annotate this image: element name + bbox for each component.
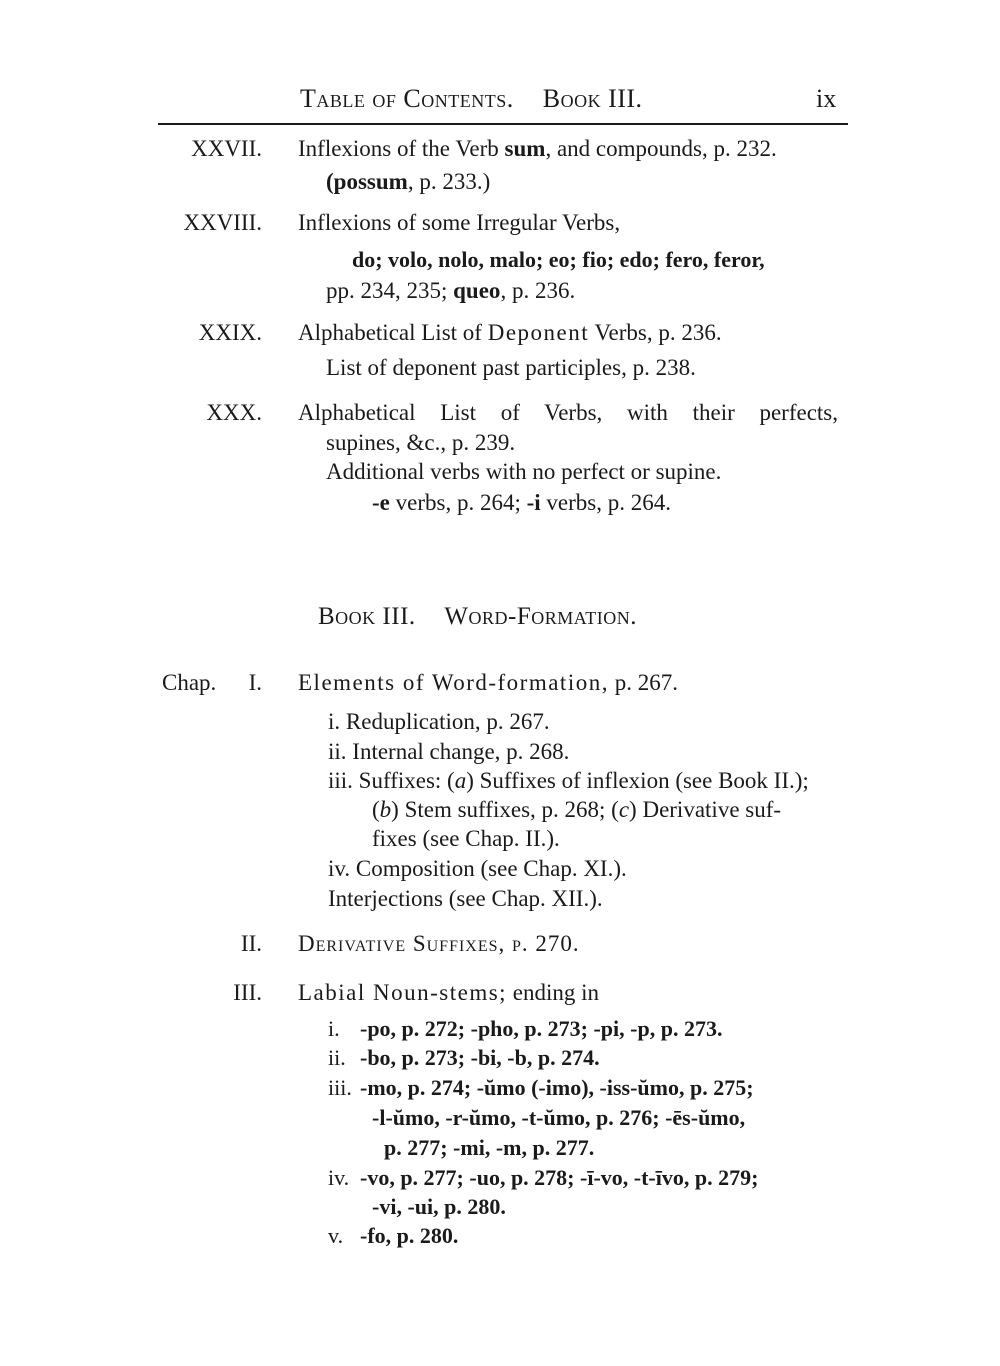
item-numeral: iv. [328, 1165, 350, 1190]
suffix: -i [526, 490, 541, 515]
running-title-text: Table of Contents. [300, 84, 514, 113]
item-text: ) Stem suffixes, p. 268; ( [391, 797, 619, 822]
item-numeral: v. [328, 1223, 344, 1248]
entry-latin: (possum [326, 169, 408, 194]
suffix: -e [372, 490, 390, 515]
entry-text: , p. 236. [500, 278, 576, 303]
chapter-item: -mo, p. 274; -ŭmo (-imo), -iss-ŭmo, p. 275; [360, 1075, 754, 1100]
chapter-number: I. [248, 670, 262, 695]
entry-line [298, 136, 777, 162]
chapter-item: -vo, p. 277; -uo, p. 278; -ī-vo, -t-īvo, p. 279; [360, 1165, 759, 1190]
entry-latin: sum [504, 136, 546, 161]
entry-text: pp. 234, 235; [326, 278, 454, 303]
entry-line [326, 169, 490, 195]
entry-text: , p. 233.) [407, 169, 491, 194]
entry-line: supines, &c., p. 239. [326, 430, 516, 455]
entry-text: , and compounds, p. 232. [545, 136, 777, 161]
chapter-item: -po, p. 272; -pho, p. 273; -pi, -p, p. 273. [360, 1016, 723, 1041]
entry-text: Alphabetical List of [298, 320, 488, 345]
chapter-title [298, 980, 599, 1006]
chapter-item: -l-ŭmo, -r-ŭmo, -t-ŭmo, p. 276; -ēs-ŭmo, [372, 1105, 746, 1130]
running-title [300, 84, 643, 114]
entry-line: Additional verbs with no perfect or supine. [326, 459, 722, 484]
item-text: ( [372, 797, 380, 822]
entry-line [326, 278, 575, 304]
chapter-title-text: Labial Noun-stems; [298, 980, 508, 1005]
entry-text: Alphabetical List of Verbs, with their perfects, [298, 400, 838, 425]
section-title [318, 603, 637, 631]
entry-text: Inflexions of the Verb [298, 136, 505, 161]
chapter-title-text: Elements of Word-formation, [298, 670, 609, 695]
chapter-item: iv. Composition (see Chap. XI.). [328, 856, 627, 881]
entry-latin: queo [453, 278, 501, 303]
item-letter: c [618, 797, 630, 822]
chapter-number: III. [233, 980, 262, 1005]
entry-line: List of deponent past participles, p. 238. [326, 355, 696, 380]
entry-text: verbs, p. 264. [540, 490, 671, 515]
chapter-title-page: p. 267. [608, 670, 678, 695]
item-letter: b [379, 797, 392, 822]
chapter-item: Interjections (see Chap. XII.). [328, 886, 603, 911]
item-numeral: iii. [328, 1075, 352, 1100]
chapter-item: i. Reduplication, p. 267. [328, 709, 550, 734]
item-numeral: ii. [328, 1045, 346, 1070]
item-text: ) Derivative suf- [629, 797, 782, 822]
running-title-book: Book III. [542, 84, 643, 113]
entry-latin: do; volo, nolo, malo; eo; fio; edo; fero, feror, [352, 247, 765, 272]
entry-number: XXX. [206, 400, 262, 425]
item-letter: a [454, 768, 467, 793]
chapter-item: fixes (see Chap. II.). [372, 826, 560, 851]
chapter-item: -bo, p. 273; -bi, -b, p. 274. [360, 1045, 600, 1070]
chapter-title [298, 670, 678, 696]
item-text: ) Suffixes of inflexion (see Book II.); [466, 768, 809, 793]
chapter-title: Derivative Suffixes, p. 270. [298, 931, 580, 956]
header-rule [158, 123, 848, 125]
entry-text: Deponent [487, 320, 590, 345]
item-text: iii. Suffixes: ( [328, 768, 455, 793]
chapter-item: -fo, p. 280. [360, 1223, 459, 1248]
chapter-item: -vi, -ui, p. 280. [372, 1194, 506, 1219]
chapter-label: Chap. [162, 670, 217, 695]
entry-line [372, 490, 671, 516]
entry-number: XXVIII. [183, 210, 262, 235]
chapter-item: p. 277; -mi, -m, p. 277. [384, 1135, 595, 1160]
chapter-item [328, 768, 809, 794]
entry-number: XXIX. [198, 320, 262, 345]
chapter-item: ii. Internal change, p. 268. [328, 739, 570, 764]
section-title-book: Book III. [318, 603, 416, 630]
section-title-name: Word-Formation. [444, 603, 637, 630]
entry-line [298, 320, 722, 346]
page-number: ix [816, 84, 837, 113]
entry-text: verbs, p. 264; [389, 490, 527, 515]
entry-line [298, 400, 838, 426]
entry-number: XXVII. [191, 136, 262, 161]
item-numeral: i. [328, 1016, 340, 1041]
chapter-number: II. [240, 931, 262, 956]
chapter-title-page: ending in [507, 980, 600, 1005]
chapter-item [372, 797, 781, 823]
entry-text: Verbs, p. 236. [589, 320, 722, 345]
entry-line: Inflexions of some Irregular Verbs, [298, 210, 621, 235]
